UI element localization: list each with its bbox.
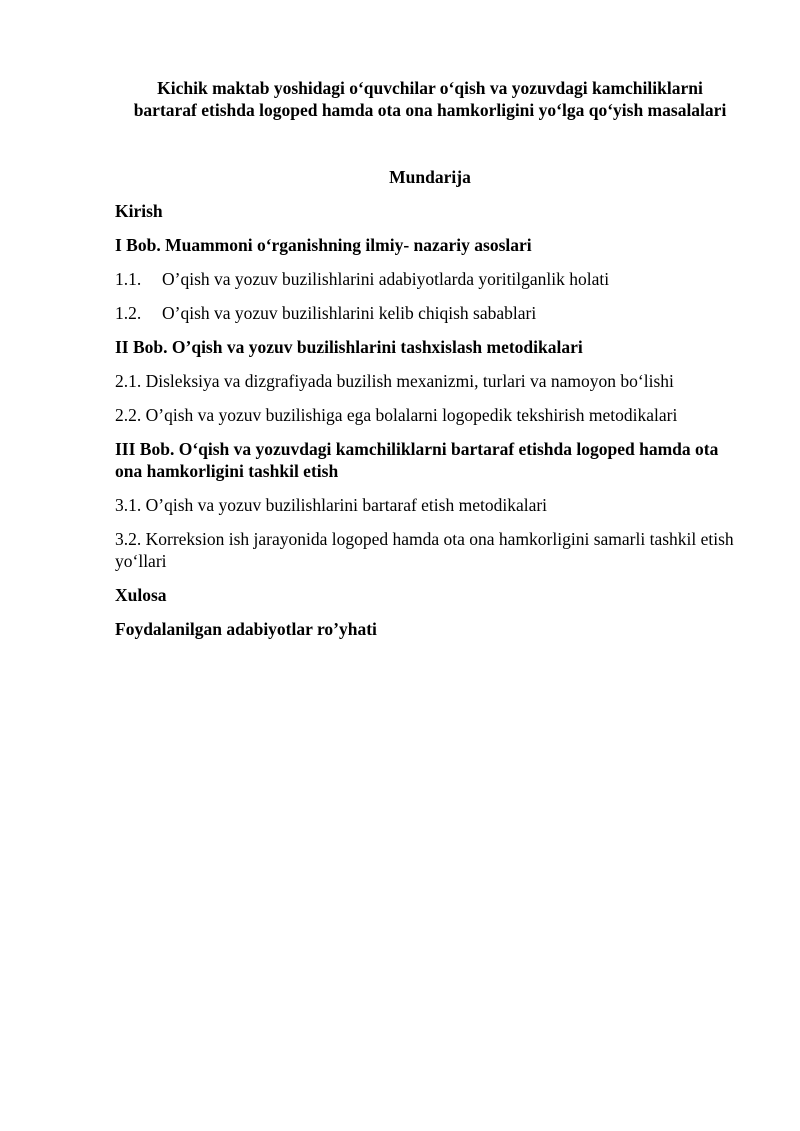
document-page xyxy=(115,77,745,640)
toc-heading: Mundarija xyxy=(389,167,471,187)
toc-entry-section-3-2 xyxy=(115,528,745,572)
toc-entry-text: 2.1. Disleksiya va dizgrafiyada buzilish mexanizmi, turlari va namoyon bo‘lishi xyxy=(115,371,674,391)
toc-entry-introduction xyxy=(115,200,745,222)
toc-entry-chapter-2 xyxy=(115,336,745,358)
toc-entry-text: I Bob. Muammoni o‘rganishning ilmiy- nazariy asoslari xyxy=(115,235,532,255)
toc-entry-text: III Bob. O‘qish va yozuvdagi kamchiliklarni bartaraf etishda logoped hamda ota ona hamkorligini tashkil etish xyxy=(115,439,719,481)
table-of-contents xyxy=(115,200,745,640)
toc-entry-chapter-3 xyxy=(115,438,745,482)
toc-entry-text: 2.2. O’qish va yozuv buzilishiga ega bolalarni logopedik tekshirish metodikalari xyxy=(115,405,678,425)
toc-entry-text: Foydalanilgan adabiyotlar ro’yhati xyxy=(115,619,377,639)
toc-entry-text: 3.1. O’qish va yozuv buzilishlarini bartaraf etish metodikalari xyxy=(115,495,548,515)
toc-entry-chapter-1 xyxy=(115,234,745,256)
toc-entry-text: O’qish va yozuv buzilishlarini kelib chiqish sabablari xyxy=(162,303,537,323)
toc-entry-number: 1.1. xyxy=(115,269,142,289)
toc-entry-conclusion xyxy=(115,584,745,606)
toc-entry-section-1-2 xyxy=(115,302,745,324)
toc-entry-section-1-1 xyxy=(115,268,745,290)
toc-entry-text: O’qish va yozuv buzilishlarini adabiyotlarda yoritilganlik holati xyxy=(162,269,610,289)
toc-entry-text: 3.2. Korreksion ish jarayonida logoped hamda ota ona hamkorligini samarli tashkil etish yo‘llari xyxy=(115,529,734,571)
toc-entry-text: Xulosa xyxy=(115,585,167,605)
toc-entry-section-3-1 xyxy=(115,494,745,516)
toc-entry-text: Kirish xyxy=(115,201,163,221)
toc-entry-text: II Bob. O’qish va yozuv buzilishlarini tashxislash metodikalari xyxy=(115,337,583,357)
toc-entry-section-2-1 xyxy=(115,370,745,392)
toc-entry-references xyxy=(115,618,745,640)
document-title: Kichik maktab yoshidagi o‘quvchilar o‘qish va yozuvdagi kamchiliklarni bartaraf etishda logoped hamda ota ona hamkorligini yo‘lga qo‘yish masalalari xyxy=(133,78,727,120)
toc-entry-number: 1.2. xyxy=(115,303,142,323)
toc-entry-section-2-2 xyxy=(115,404,745,426)
